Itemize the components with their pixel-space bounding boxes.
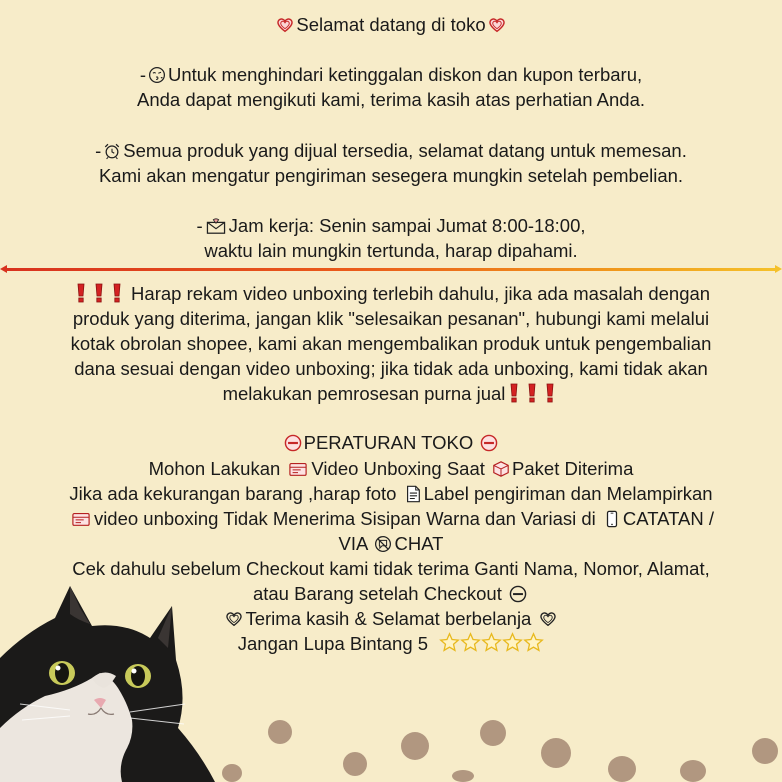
- unboxing-line-3: [0, 331, 782, 356]
- exclamation-icon: [509, 383, 519, 403]
- rule-4-text-b: CHAT: [394, 533, 444, 554]
- cat-photo: [0, 578, 215, 782]
- greeting-text: Selamat datang di toko: [296, 14, 486, 35]
- unboxing-line-5: [0, 381, 782, 406]
- decor-dot: [541, 738, 571, 768]
- stock-line-1: [0, 138, 782, 163]
- hours-text-1: Jam kerja: Senin sampai Jumat 8:00-18:00,: [228, 215, 586, 236]
- kiss-face-icon: [148, 66, 166, 84]
- rule-line-1: [0, 456, 782, 481]
- bullet-dash: -: [139, 64, 147, 85]
- thanks-text: Terima kasih & Selamat berbelanja: [245, 608, 532, 629]
- no-entry-icon: [480, 434, 498, 452]
- bullet-dash: -: [95, 140, 102, 161]
- package-icon: [492, 460, 510, 478]
- unboxing-line-1: [0, 281, 782, 306]
- unboxing-line-2: [0, 306, 782, 331]
- unboxing-text-3: kotak obrolan shopee, kami akan mengembalikan produk untuk pengembalian: [70, 333, 712, 354]
- exclamation-icon: [527, 383, 537, 403]
- decor-dot: [608, 756, 636, 782]
- rating-text: Jangan Lupa Bintang 5: [237, 633, 429, 654]
- decor-dot: [452, 770, 474, 782]
- unboxing-text-2: produk yang diterima, jangan klik "selesaikan pesanan", hubungi kami melalui: [72, 308, 710, 329]
- rule-6-text: atau Barang setelah Checkout: [252, 583, 502, 604]
- no-chat-icon: [374, 535, 392, 553]
- greeting-line: [0, 12, 782, 37]
- rule-4-text-a: VIA: [338, 533, 368, 554]
- rule-3-text-b: CATATAN /: [622, 508, 715, 529]
- heart-icon: [276, 16, 294, 34]
- stock-text-1: Semua produk yang dijual tersedia, selamat datang untuk memesan.: [123, 140, 687, 161]
- rule-1-text-b: Video Unboxing Saat: [311, 458, 485, 479]
- star-icon: [460, 632, 481, 653]
- star-icon: [502, 632, 523, 653]
- hours-line-1: [0, 213, 782, 238]
- unboxing-text-4: dana sesuai dengan video unboxing; jika tidak ada unboxing, kami tidak akan: [74, 358, 708, 379]
- unboxing-text-1: Harap rekam video unboxing terlebih dahulu, jika ada masalah dengan: [131, 283, 711, 304]
- discount-text-2: Anda dapat mengikuti kami, terima kasih atas perhatian Anda.: [136, 89, 646, 110]
- decor-dot: [480, 720, 506, 746]
- heart-icon: [225, 610, 243, 628]
- decor-dot: [268, 720, 292, 744]
- rule-2-text-a: Jika ada kekurangan barang ,harap foto: [69, 483, 397, 504]
- stock-line-2: [0, 163, 782, 188]
- rating-stars: [439, 632, 544, 659]
- discount-line-2: [0, 87, 782, 112]
- unboxing-text-5: melakukan pemrosesan purna jual: [222, 383, 506, 404]
- no-entry-icon: [284, 434, 302, 452]
- alarm-clock-icon: [103, 142, 121, 160]
- star-icon: [523, 632, 544, 653]
- decor-dot: [752, 738, 778, 764]
- hours-line-2: [0, 238, 782, 263]
- rules-title: PERATURAN TOKO: [303, 432, 474, 453]
- rule-3-text-a: video unboxing Tidak Menerima Sisipan Warna dan Variasi di: [93, 508, 596, 529]
- exclamation-icon: [94, 283, 104, 303]
- exclamation-icon: [112, 283, 122, 303]
- stock-text-2: Kami akan mengatur pengiriman sesegera mungkin setelah pembelian.: [98, 165, 684, 186]
- rule-2-text-b: Label pengiriman dan Melampirkan: [423, 483, 713, 504]
- decor-dot: [222, 764, 242, 782]
- rule-line-2: [0, 481, 782, 506]
- rule-1-text-c: Paket Diterima: [512, 458, 634, 479]
- unboxing-line-4: [0, 356, 782, 381]
- decor-dot: [680, 760, 706, 782]
- discount-text-1: Untuk menghindari ketinggalan diskon dan kupon terbaru,: [168, 64, 643, 85]
- document-icon: [404, 485, 422, 503]
- rule-5-text: Cek dahulu sebelum Checkout kami tidak terima Ganti Nama, Nomor, Alamat,: [72, 558, 710, 579]
- heart-icon: [488, 16, 506, 34]
- no-entry-icon: [509, 585, 527, 603]
- envelope-icon: [205, 217, 227, 235]
- rule-line-4: [0, 531, 782, 556]
- star-icon: [481, 632, 502, 653]
- bullet-dash: -: [196, 215, 203, 236]
- decor-dot: [343, 752, 367, 776]
- phone-icon: [603, 510, 621, 528]
- rule-1-text-a: Mohon Lakukan: [148, 458, 281, 479]
- exclamation-icon: [545, 383, 555, 403]
- divider-line: [6, 268, 776, 271]
- video-card-icon: [70, 510, 92, 528]
- heart-icon: [539, 610, 557, 628]
- discount-line-1: [0, 62, 782, 87]
- rule-line-3: [0, 506, 782, 531]
- hours-text-2: waktu lain mungkin tertunda, harap dipahami.: [204, 240, 578, 261]
- exclamation-icon: [76, 283, 86, 303]
- rules-title-line: [0, 430, 782, 455]
- decor-dot: [401, 732, 429, 760]
- star-icon: [439, 632, 460, 653]
- video-card-icon: [287, 460, 309, 478]
